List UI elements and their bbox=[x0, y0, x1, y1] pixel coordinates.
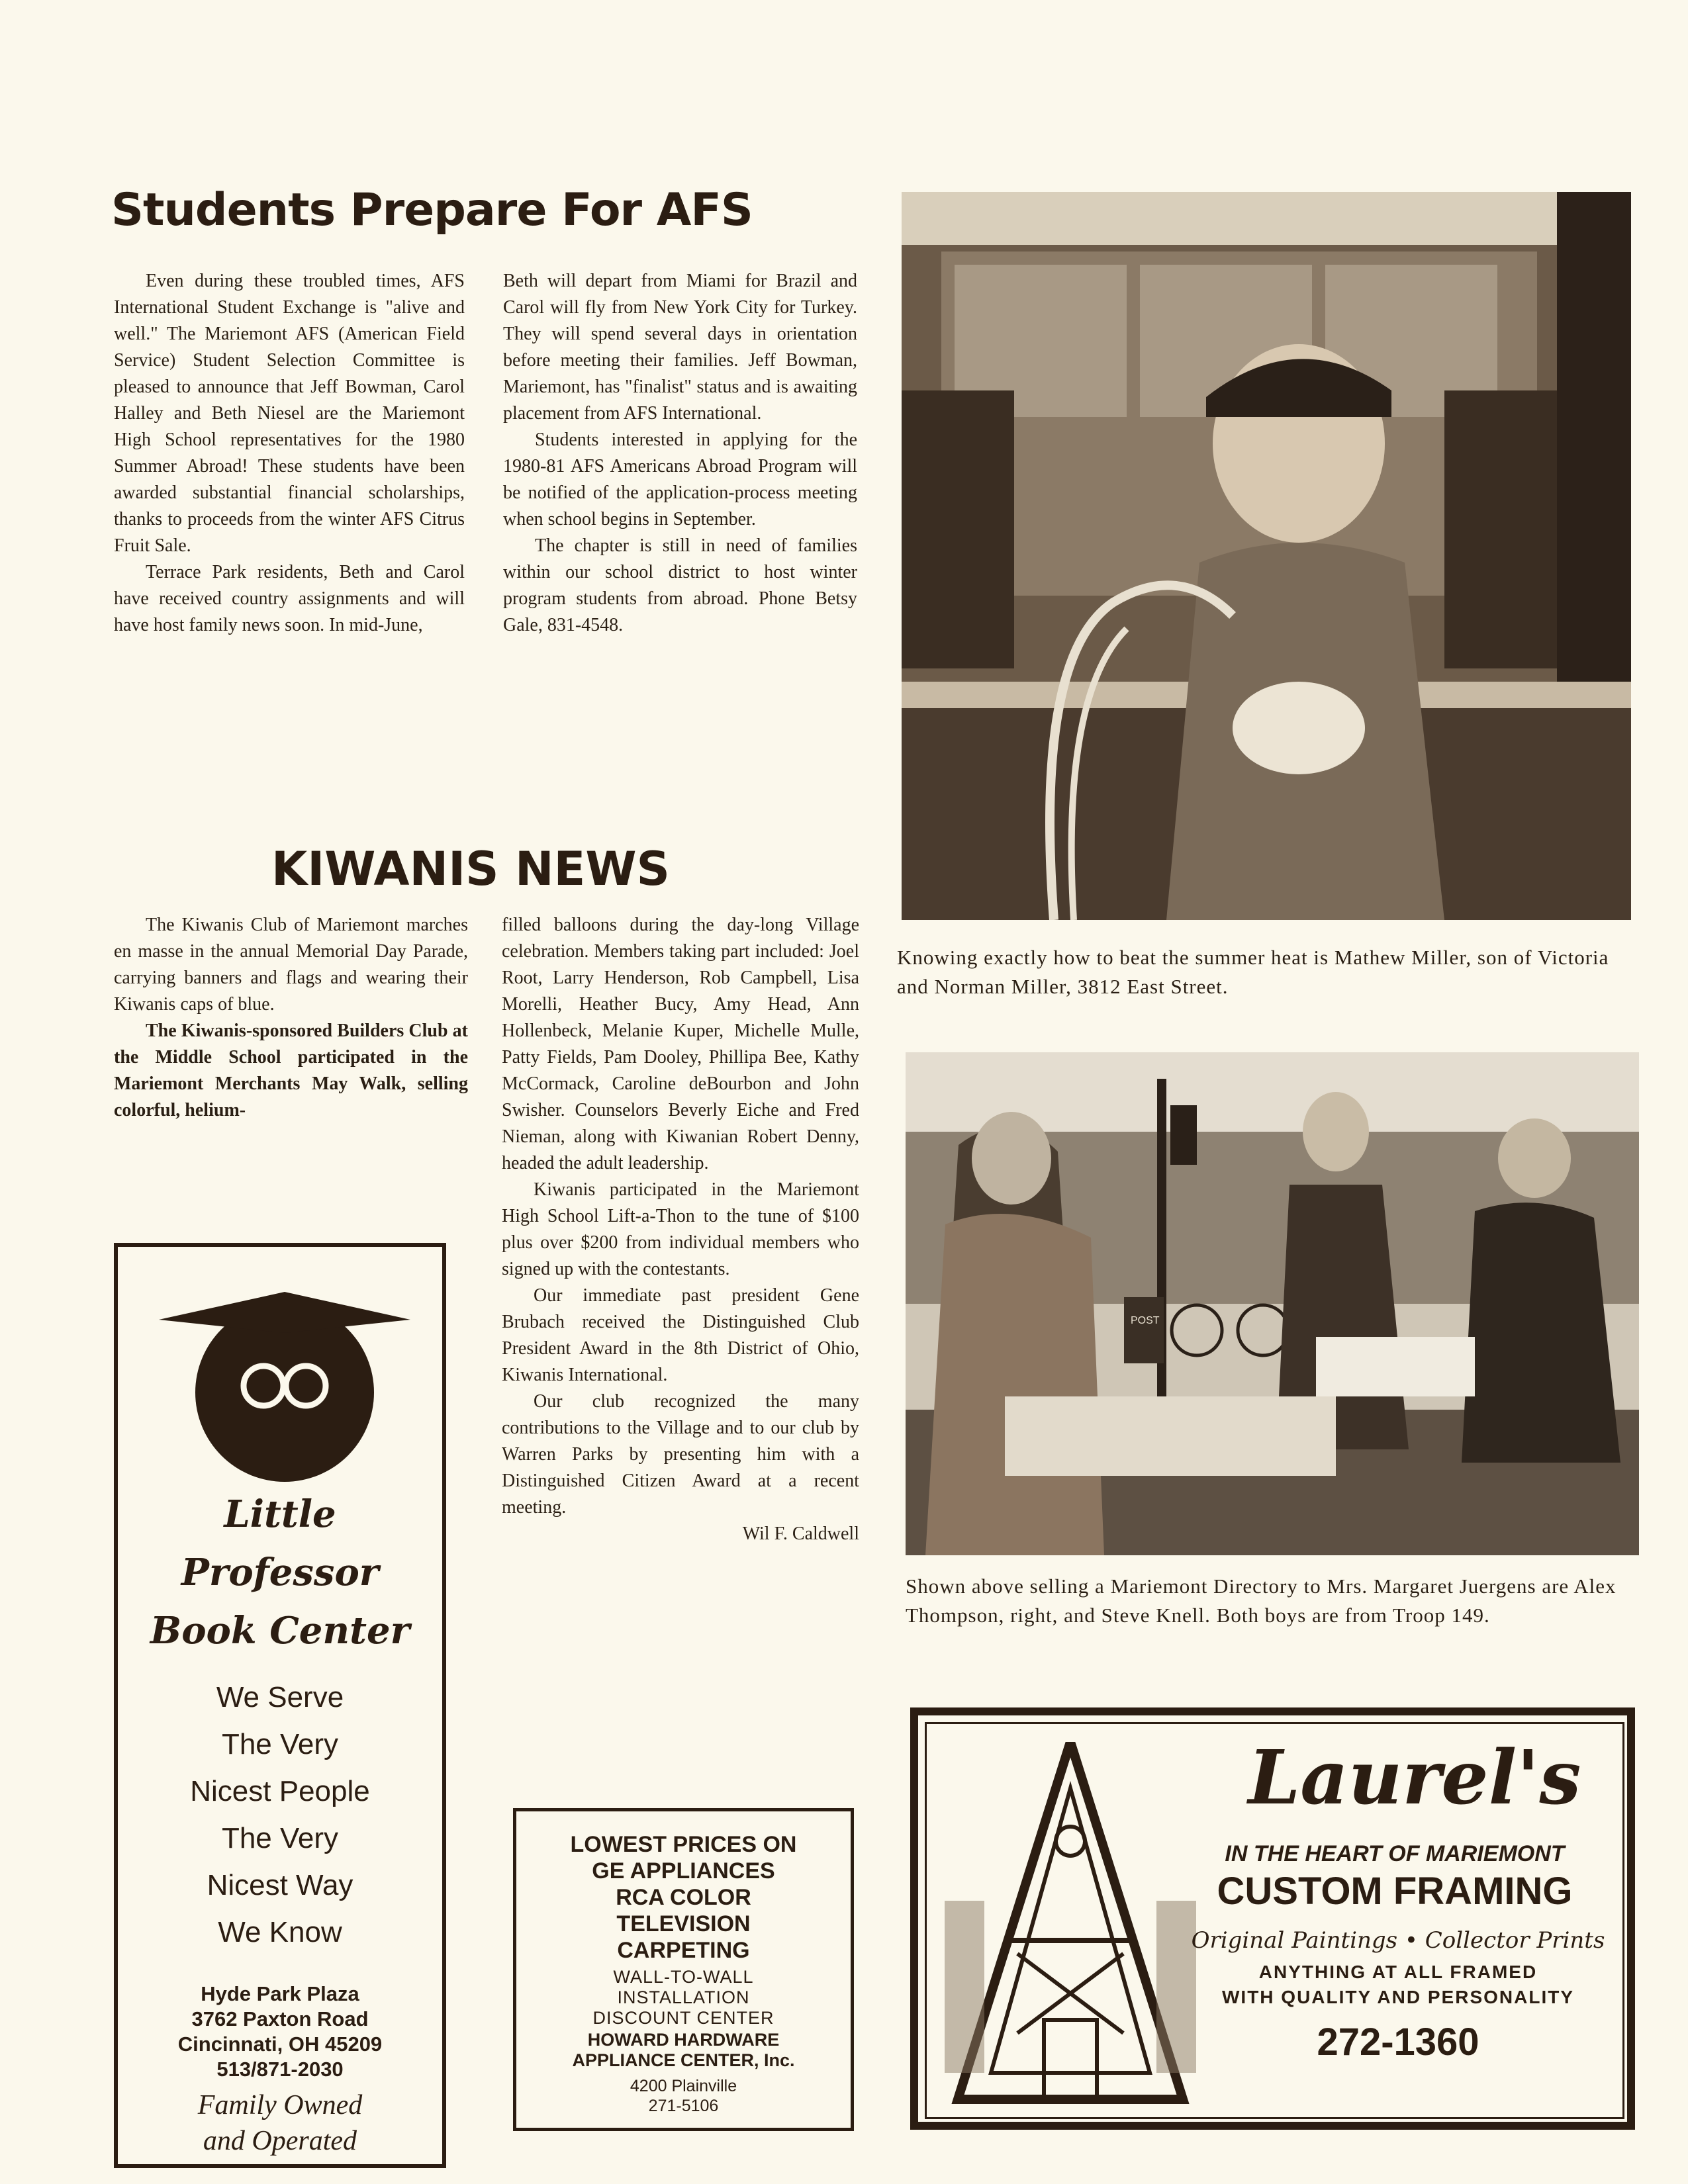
professor-address-line: 513/871-2030 bbox=[216, 2058, 344, 2081]
laurels-line-1: ANYTHING AT ALL FRAMED bbox=[1258, 1962, 1538, 1982]
professor-slogan-line: The Very bbox=[221, 1822, 339, 1854]
kiwanis-column-1 bbox=[114, 912, 468, 1124]
howard-light-line: WALL-TO-WALL bbox=[613, 1967, 754, 1987]
howard-bold-line: LOWEST PRICES ON bbox=[570, 1832, 797, 1857]
little-professor-ad bbox=[114, 1243, 446, 2168]
kiwanis-signature: Wil F. Caldwell bbox=[742, 1524, 859, 1544]
howard-company-line: HOWARD HARDWARE bbox=[587, 2030, 780, 2050]
laurels-script-line: Original Paintings • Collector Prints bbox=[1191, 1927, 1605, 1954]
professor-name-line: Professor bbox=[181, 1551, 379, 1594]
laurels-line-2: WITH QUALITY AND PERSONALITY bbox=[1222, 1987, 1574, 2007]
tudor-house-icon bbox=[945, 1742, 1196, 2113]
professor-slogan-line: Nicest People bbox=[190, 1775, 370, 1807]
photo-directory-caption: Shown above selling a Mariemont Directory to Mrs. Margaret Juergens are Alex Thompson, right, and Steve Knell. Both boys are from Troop 149. bbox=[906, 1574, 1617, 1627]
professor-address-line: 3762 Paxton Road bbox=[191, 2007, 369, 2030]
howard-bold-line: RCA COLOR bbox=[616, 1885, 751, 1910]
kiwanis-paragraph: Kiwanis participated in the Mariemont High School Lift-a-Thon to the tune of $100 plus over $200 from individual members who signed up with the contestants. bbox=[502, 1179, 859, 1279]
howard-bold-line: CARPETING bbox=[617, 1938, 750, 1963]
professor-slogan-line: We Serve bbox=[216, 1681, 344, 1713]
photo-boy-image bbox=[902, 192, 1631, 920]
kiwanis-paragraph: The Kiwanis Club of Mariemont marches en masse in the annual Memorial Day Parade, carrying banners and flags and wearing their Kiwanis caps of blue. bbox=[114, 915, 468, 1015]
laurels-tagline: IN THE HEART OF MARIEMONT bbox=[1225, 1841, 1565, 1866]
photo-directory-sale bbox=[906, 1052, 1639, 1555]
kiwanis-paragraph: The Kiwanis-sponsored Builders Club at the Middle School participated in the Mariemont Merchants May Walk, selling colorful, helium- bbox=[114, 1021, 468, 1120]
post-sign-text: POST bbox=[1131, 1315, 1160, 1326]
afs-headline: Students Prepare For AFS bbox=[111, 184, 753, 236]
photo-boy-caption: Knowing exactly how to beat the summer heat is Mathew Miller, son of Victoria and Norman Miller, 3812 East Street. bbox=[897, 946, 1609, 998]
professor-address-line: Hyde Park Plaza bbox=[201, 1982, 359, 2005]
howard-bold-line: TELEVISION bbox=[616, 1911, 751, 1936]
laurels-headline: CUSTOM FRAMING bbox=[1217, 1870, 1573, 1913]
professor-name-line: Little bbox=[224, 1492, 336, 1536]
afs-paragraph: Even during these troubled times, AFS International Student Exchange is "alive and well." The Mariemont AFS (American Field Service) Student Selection Committee is pleased to announce that Jeff Bowman, Carol Halley and Beth Niesel are the Mariemont High School representatives for the 1980 Summer Abroad! These students have been awarded substantial financial scholarships, thanks to proceeds from the winter AFS Citrus Fruit Sale. bbox=[114, 271, 465, 556]
afs-column-2 bbox=[503, 268, 857, 639]
kiwanis-paragraph: Our club recognized the many contributions to the Village and to our club by Warren Parks by presenting him with a Distinguished Citizen Award at a recent meeting. bbox=[502, 1391, 859, 1518]
photo-boy-with-hose bbox=[902, 192, 1631, 920]
professor-name-line: Book Center bbox=[150, 1609, 410, 1653]
kiwanis-headline: KIWANIS NEWS bbox=[271, 842, 670, 896]
kiwanis-paragraph: Our immediate past president Gene Brubach received the Distinguished Club President Award in the 8th District of Ohio, Kiwanis International. bbox=[502, 1285, 859, 1385]
professor-address-line: Cincinnati, OH 45209 bbox=[177, 2032, 383, 2056]
professor-footer-line: and Operated bbox=[203, 2126, 357, 2156]
laurels-logo: Laurel's bbox=[1248, 1735, 1581, 1821]
laurels-ad bbox=[910, 1707, 1635, 2130]
professor-logo-icon bbox=[159, 1287, 410, 1485]
kiwanis-paragraph: filled balloons during the day-long Village celebration. Members taking part included: Joel Root, Larry Henderson, Rob Campbell, Lisa Morelli, Heather Bucy, Amy Head, Ann Hollenbeck, Melanie Kuper, Michelle Mulle, Patty Fields, Pam Dooley, Phillipa Bee, Kathy McCormack, Caroline deBourbon and John Swisher. Counselors Beverly Eiche and Fred Nieman, along with Kiwanian Robert Denny, headed the adult leadership. bbox=[502, 915, 859, 1173]
howard-bold-line: GE APPLIANCES bbox=[592, 1858, 775, 1884]
afs-column-1 bbox=[114, 268, 465, 639]
howard-phone: 271-5106 bbox=[648, 2097, 719, 2115]
afs-paragraph: The chapter is still in need of families within our school district to host winter program students from abroad. Phone Betsy Gale, 831-4548. bbox=[503, 535, 857, 635]
afs-paragraph: Students interested in applying for the 1980-81 AFS Americans Abroad Program will be notified of the application-process meeting when school begins in September. bbox=[503, 430, 857, 529]
howard-company-line: APPLIANCE CENTER, Inc. bbox=[572, 2050, 795, 2070]
professor-footer-line: Family Owned bbox=[197, 2090, 363, 2120]
professor-slogan-line: The Very bbox=[221, 1728, 339, 1760]
kiwanis-column-2 bbox=[502, 912, 859, 1547]
laurels-phone: 272-1360 bbox=[1317, 2021, 1479, 2064]
afs-paragraph: Terrace Park residents, Beth and Carol have received country assignments and will have host family news soon. In mid-June, bbox=[114, 562, 465, 635]
howard-light-line: INSTALLATION bbox=[617, 1987, 750, 2007]
professor-slogan-line: Nicest Way bbox=[207, 1869, 353, 1901]
howard-address: 4200 Plainville bbox=[630, 2077, 737, 2095]
photo-directory-image bbox=[906, 1052, 1639, 1555]
professor-slogan-line: We Know bbox=[218, 1916, 342, 1948]
howard-light-line: DISCOUNT CENTER bbox=[592, 2008, 774, 2028]
afs-paragraph: Beth will depart from Miami for Brazil and Carol will fly from New York City for Turkey. They will spend several days in orientation before meeting their families. Jeff Bowman, Mariemont, has "finalist" status and is awaiting placement from AFS International. bbox=[503, 271, 857, 424]
howard-hardware-ad bbox=[513, 1808, 854, 2131]
